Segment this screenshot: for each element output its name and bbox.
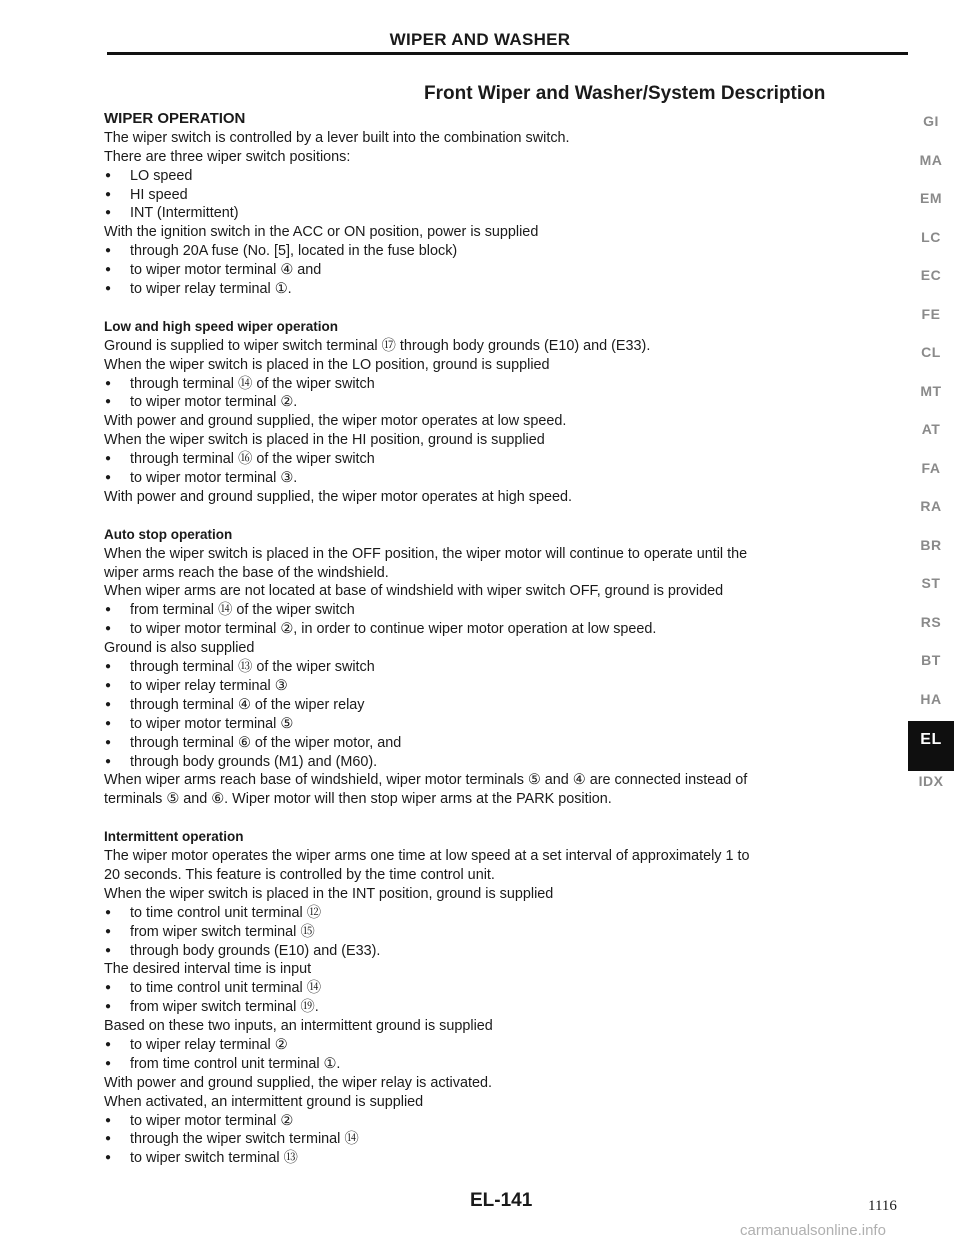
bullet-item: ● through terminal ⑯ of the wiper switch	[104, 450, 904, 469]
bullet-item: ● INT (Intermittent)	[104, 204, 904, 223]
tab-ec[interactable]: EC	[920, 267, 942, 283]
bullet-item: ● from time control unit terminal ①.	[104, 1055, 904, 1074]
bullet-item: ● through 20A fuse (No. [5], located in the fuse block)	[104, 242, 904, 261]
text-line: With power and ground supplied, the wiper relay is activated.	[104, 1074, 492, 1091]
text-line: With power and ground supplied, the wiper motor operates at high speed.	[104, 488, 572, 505]
header-rule	[107, 52, 908, 55]
tab-ra[interactable]: RA	[920, 498, 942, 514]
tab-ma[interactable]: MA	[919, 151, 943, 168]
bullet-item: ● through body grounds (E10) and (E33).	[104, 942, 904, 961]
section-header: WIPER AND WASHER	[389, 30, 571, 49]
bullet-item: ● to wiper relay terminal ①.	[104, 280, 904, 299]
page-subtitle: Front Wiper and Washer/System Description	[424, 83, 826, 104]
text-line: With power and ground supplied, the wiper motor operates at low speed.	[104, 413, 567, 430]
tab-bt[interactable]: BT	[921, 652, 941, 668]
tab-lc[interactable]: LC	[921, 228, 941, 245]
bullet-item: ● through terminal ④ of the wiper relay	[104, 696, 904, 715]
tab-gi[interactable]: GI	[923, 113, 939, 129]
text-line: 20 seconds. This feature is controlled by the time control unit.	[104, 866, 495, 883]
text-line: Ground is supplied to wiper switch terminal ⑰ through body grounds (E10) and (E33).	[104, 337, 651, 354]
text-line: When the wiper switch is placed in the LO position, ground is supplied	[104, 356, 550, 373]
tab-mt[interactable]: MT	[920, 382, 942, 399]
bullet-item: ● to wiper motor terminal ③.	[104, 469, 904, 488]
bullet-item: ● to wiper relay terminal ③	[104, 677, 904, 696]
bullet-item: ● to wiper motor terminal ④ and	[104, 261, 904, 280]
bullet-item: ● through the wiper switch terminal ⑭	[104, 1130, 904, 1149]
tab-ha[interactable]: HA	[920, 690, 942, 707]
text-line: There are three wiper switch positions:	[104, 148, 351, 165]
paragraph-gap	[104, 507, 904, 526]
bullet-item: ● to time control unit terminal ⑭	[104, 979, 904, 998]
text-line: With the ignition switch in the ACC or ON position, power is supplied	[104, 224, 539, 241]
text-line: When the wiper switch is placed in the INT position, ground is supplied	[104, 885, 554, 902]
tab-st[interactable]: ST	[921, 575, 941, 591]
bullet-item: ● to wiper motor terminal ②, in order to continue wiper motor operation at low speed.	[104, 620, 904, 639]
bullet-item: ● through terminal ⑭ of the wiper switch	[104, 375, 904, 394]
text-line: Ground is also supplied	[104, 640, 255, 657]
bullet-item: ● to wiper switch terminal ⑬	[104, 1149, 904, 1168]
section-heading: Intermittent operation	[104, 829, 244, 845]
tab-fa[interactable]: FA	[921, 459, 941, 476]
text-line: wiper arms reach the base of the windshield.	[104, 564, 389, 581]
bullet-item: ● to time control unit terminal ⑫	[104, 904, 904, 923]
text-line: When wiper arms are not located at base of windshield with wiper switch OFF, ground is provided	[104, 583, 724, 600]
text-line: Based on these two inputs, an intermittent ground is supplied	[104, 1018, 493, 1035]
tab-rs[interactable]: RS	[920, 613, 942, 630]
tab-em[interactable]: EM	[920, 190, 942, 206]
text-line: The wiper switch is controlled by a lever built into the combination switch.	[104, 129, 570, 146]
tab-br[interactable]: BR	[920, 536, 942, 553]
bullet-item: ● LO speed	[104, 167, 904, 186]
section-heading: Low and high speed wiper operation	[104, 318, 339, 334]
bullet-item: ● from terminal ⑭ of the wiper switch	[104, 601, 904, 620]
bullet-item: ● to wiper motor terminal ⑤	[104, 715, 904, 734]
bullet-item: ● to wiper relay terminal ②	[104, 1036, 904, 1055]
bullet-item: ● through body grounds (M1) and (M60).	[104, 753, 904, 772]
section-tabs	[914, 111, 948, 810]
paragraph-gap	[104, 809, 904, 828]
bullet-item: ● to wiper motor terminal ②	[104, 1112, 904, 1131]
text-line: The desired interval time is input	[104, 961, 312, 978]
tab-idx[interactable]: IDX	[918, 773, 944, 789]
section-heading: Auto stop operation	[104, 526, 233, 542]
bullet-item: ● HI speed	[104, 186, 904, 205]
bullet-item: ● from wiper switch terminal ⑮	[104, 923, 904, 942]
bullet-item: ● through terminal ⑥ of the wiper motor, and	[104, 734, 904, 753]
watermark: carmanualsonline.info	[740, 1222, 886, 1239]
text-line: terminals ⑤ and ⑥. Wiper motor will then stop wiper arms at the PARK position.	[104, 791, 612, 808]
bullet-item: ● from wiper switch terminal ⑲.	[104, 998, 904, 1017]
text-line: When the wiper switch is placed in the OFF position, the wiper motor will continue to operate until the	[104, 545, 748, 562]
page-number: 1116	[868, 1198, 897, 1214]
text-line: The wiper motor operates the wiper arms one time at low speed at a set interval of approximately 1 to	[104, 848, 750, 865]
text-line: When wiper arms reach base of windshield, wiper motor terminals ⑤ and ④ are connected instead of	[104, 772, 748, 789]
tab-cl[interactable]: CL	[921, 344, 941, 360]
tab-fe[interactable]: FE	[921, 305, 941, 322]
page-code: EL-141	[470, 1190, 533, 1211]
bullet-item: ● through terminal ⑬ of the wiper switch	[104, 658, 904, 677]
text-line: When activated, an intermittent ground is supplied	[104, 1093, 424, 1110]
section-heading: WIPER OPERATION	[104, 110, 246, 127]
tab-el[interactable]: EL	[908, 721, 954, 771]
bullet-item: ● to wiper motor terminal ②.	[104, 393, 904, 412]
tab-at[interactable]: AT	[921, 421, 941, 437]
document-body	[104, 110, 904, 1168]
text-line: When the wiper switch is placed in the HI position, ground is supplied	[104, 432, 545, 449]
paragraph-gap	[104, 299, 904, 318]
